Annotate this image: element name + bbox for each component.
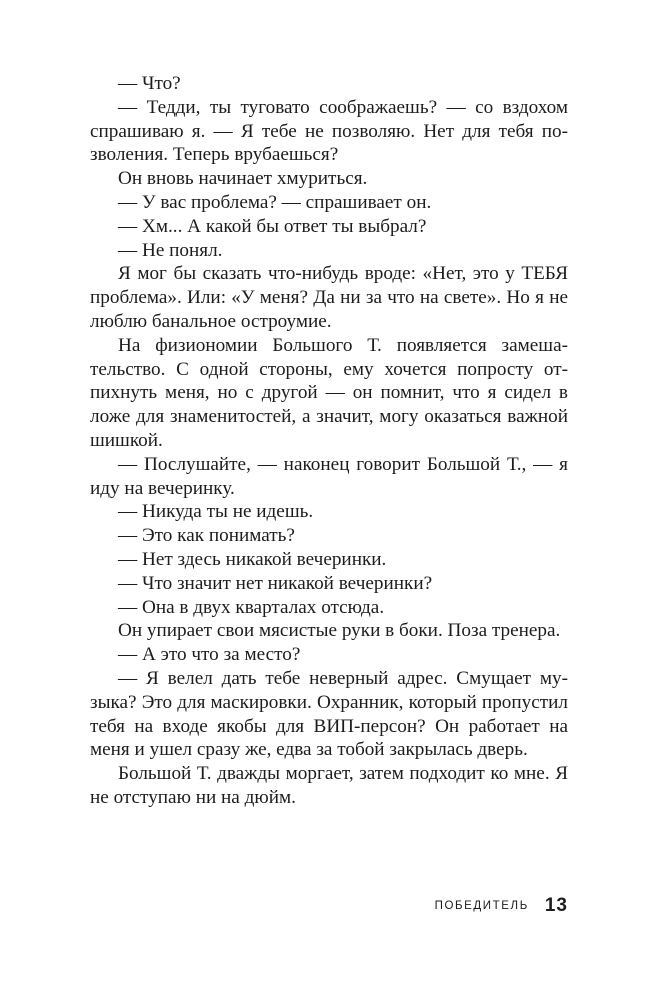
page-number: 13: [544, 895, 568, 916]
paragraph: — Не понял.: [118, 239, 223, 261]
body-text: [90, 72, 568, 810]
paragraph: — Я велел дать тебе неверный адрес. Смущает музыка? Это для маскировки. Охранник, который пропустил тебя на входе якобы для ВИП-персон? Он работает на меня и ушел сразу же, едва за тобой закрылась дверь.: [90, 667, 568, 761]
paragraph: — Это как понимать?: [118, 525, 295, 547]
paragraph: Он упирает свои мясистые руки в боки. Поза тренера.: [118, 620, 561, 642]
paragraph: — У вас проблема? — спрашивает он.: [118, 191, 432, 213]
page-footer: [90, 893, 568, 919]
paragraph: — Что значит нет никакой вечеринки?: [118, 572, 433, 594]
paragraph: Большой Т. дважды моргает, затем подходит ко мне. Я не отступаю ни на дюйм.: [90, 763, 568, 808]
running-head: ПОБЕДИТЕЛЬ: [434, 900, 529, 912]
paragraph: — Хм... А какой бы ответ ты выбрал?: [118, 215, 427, 237]
paragraph: — Она в двух кварталах отсюда.: [118, 596, 385, 618]
paragraph: — Никуда ты не идешь.: [118, 501, 314, 523]
paragraph: Я мог бы сказать что-нибудь вроде: «Нет, это у ТЕБЯ проблема». Или: «У меня? Да ни за что на свете». Но я не люблю банальное остроумие.: [90, 263, 568, 332]
paragraph: — Нет здесь никакой вечеринки.: [118, 548, 387, 570]
paragraph: — А это что за место?: [118, 644, 301, 666]
paragraph: — Тедди, ты туговато соображаешь? — со вздохом спрашиваю я. — Я тебе не позволяю. Нет для тебя позволения. Теперь врубаешься?: [90, 96, 568, 166]
paragraph: Он вновь начинает хмуриться.: [118, 168, 368, 190]
paragraph: — Что?: [118, 73, 181, 94]
paragraph: — Послушайте, — наконец говорит Большой Т., — я иду на вечеринку.: [90, 453, 568, 499]
paragraph: На физиономии Большого Т. появляется замешательство. С одной стороны, ему хочется попросту отпихнуть меня, но с другой — он помнит, что я сидел в ложе для знаменитостей, а значит, могу оказаться важной шишкой.: [90, 334, 568, 451]
